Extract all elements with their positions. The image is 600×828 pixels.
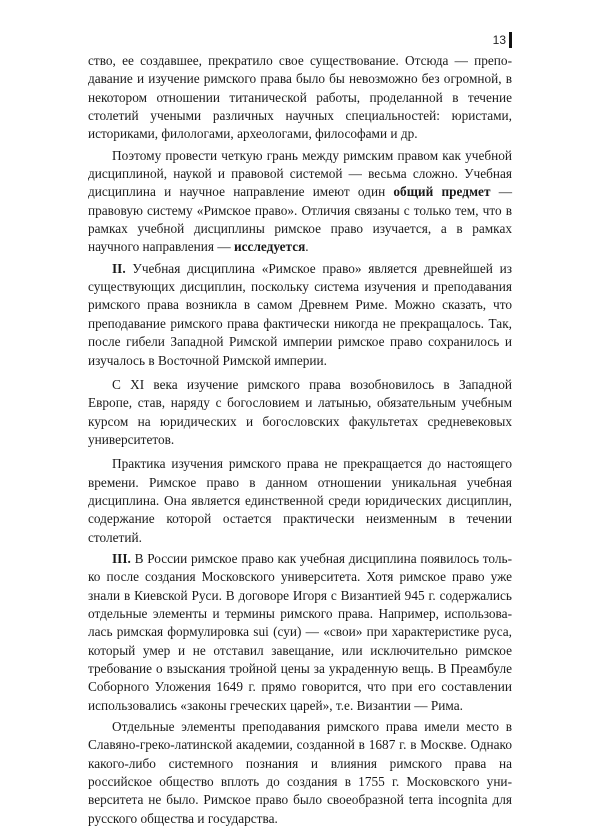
p4-text: С XI века изучение римского права возобновилось в Западной Европе, став, наряду с богословием и латынью, обязательным учебным курсом на юридических и богословских факультетах средневековых университетов. xyxy=(88,376,512,447)
p2-text-a: Поэтому провести четкую грань между римским правом как учебной дисциплиной, наукой и правовой системой — весьма сложно. Учебная дисциплина и научное направление имеют один xyxy=(88,147,512,200)
paragraph-3 xyxy=(88,260,512,370)
paragraph-1 xyxy=(88,52,512,144)
p2-text-b: — правовую систему «Римское право». Отличия связаны с только тем, что в рамках учебной дисциплины римское право изучается, а в рамках научного направления — xyxy=(88,184,513,255)
page-number-rule xyxy=(509,32,512,48)
p7-text: Отдельные элементы преподавания римского права имели место в Славяно-греко-латинской академии, созданной в 1687 г. в Москве. Однако какого-либо системного познания и влияния римского права на российское общество вплоть до создания в 1755 г. Московского университета не было. Римское право было своеобразной terra incognita для русского общества и государства. xyxy=(88,719,512,826)
p2-text-c: . xyxy=(305,239,309,255)
p2-term-subject: общий предмет xyxy=(393,184,491,200)
paragraph-6 xyxy=(88,550,512,715)
p5-text: Практика изучения римского права не прекращается до настоящего времени. Римское право в данном отношении уникальная учебная дисциплина. Она является единственной среди юридических дисциплин, содержание которой остается практически неизменным в течении столетий. xyxy=(88,456,512,545)
p2-term-research: исследуется xyxy=(233,239,306,255)
paragraph-2 xyxy=(88,147,512,257)
p3-text: Учебная дисциплина «Римское право» является древнейшей из существующих дисциплин, поскольку система изучения и преподавания римского права возникла в самом Древнем Риме. Можно сказать, что преподавание римского права фактически никогда не прекращалось. Так, после гибели Западной Римской империи римское право сохранилось и изучалось в Восточной Римской империи. xyxy=(88,260,512,368)
page-number: 13 xyxy=(492,33,506,47)
page-body xyxy=(88,52,512,828)
paragraph-5 xyxy=(88,455,512,547)
p3-section-marker: II. xyxy=(112,260,126,276)
paragraph-7 xyxy=(88,718,512,828)
p6-text: В России римское право как учебная дисциплина появилось только после создания Московского университета. Хотя римское право уже знали в Киевской Руси. В договоре Игоря с Византией 945 г. содержались отдельные элементы и термины римского права. Например, использовалась римская формулировка sui (суи) — «свои» при характеристике руса, который умер и не отставил завещание, или исключительно римское требование о взыскания тройной цены за украденную вещь. В Преамбуле Соборного Уложения 1649 г. прямо говорится, что при его составлении использовались «законы греческих царей», т.е. Византии — Рима. xyxy=(88,550,512,713)
p1-text: ство, ее создавшее, прекратило свое существование. Отсюда — преподавание и изучение римского права было бы невозможно без огромной, в некотором отношении титанической работы, проделанной в течение столетий учеными различных научных специальностей: юристами, историками, филологами, археологами, философами и др. xyxy=(88,53,512,142)
paragraph-4 xyxy=(88,376,512,449)
p6-section-marker: III. xyxy=(112,550,131,566)
